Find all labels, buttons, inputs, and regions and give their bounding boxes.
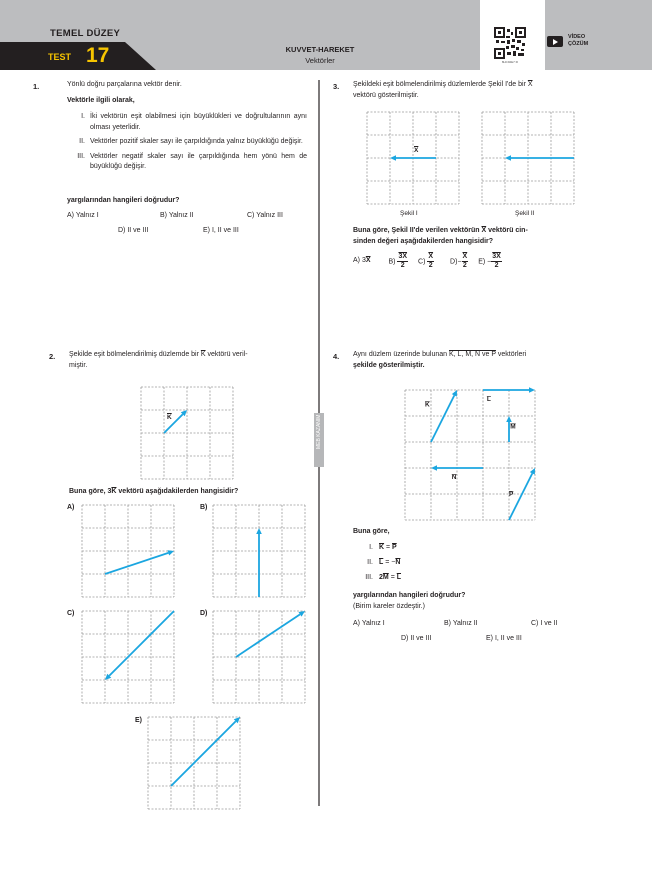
q4-number: 4. (333, 352, 340, 361)
q2-option-b-label[interactable]: B) (200, 504, 208, 511)
q1-option-a[interactable]: A) Yalnız I (67, 212, 99, 219)
statement-text: Vektörler pozitif skaler sayı ile çarpıldığında yalnız büyüklüğü değişir. (90, 138, 303, 145)
q4-option-b[interactable]: B) Yalnız II (444, 620, 478, 627)
q1-statement-list (67, 112, 307, 173)
question-text: sinden değeri aşağıdakilerden hangisidir? (353, 237, 494, 245)
q4-option-d[interactable]: D) II ve III (401, 635, 432, 642)
option-label: E) (478, 258, 486, 266)
statement-text: İki vektörün eşit olabilmesi için büyüklükleri ve doğrultularının aynı olması yeterlidir. (90, 113, 307, 131)
q2-vector-label: $\overline{K}$ (167, 414, 172, 421)
sign: − (391, 559, 396, 566)
vector-label-l: L (486, 396, 491, 404)
q2-option-a-label[interactable]: A) (67, 504, 75, 511)
q2-option-a-figure[interactable] (82, 505, 174, 597)
stem-text: vektörü gösterilmiştir. (353, 91, 419, 99)
q2-option-e-figure[interactable] (148, 717, 240, 809)
test-tab (0, 42, 156, 70)
question-text: vektörü cin- (486, 227, 528, 234)
q1-option-b[interactable]: B) Yalnız II (160, 212, 194, 219)
sign: − (457, 258, 462, 266)
vector-shekil2 (505, 155, 574, 161)
q4-statement-list (355, 543, 401, 588)
vector-symbol: $\overline{K}$ (111, 488, 117, 495)
vector-shaft (431, 395, 454, 442)
vector-label-k: K (425, 401, 430, 409)
q2-number: 2. (49, 352, 56, 361)
statement-num: III. (365, 574, 373, 581)
vector-arrowhead (505, 155, 511, 161)
q4-statement (355, 558, 401, 573)
sign: − (487, 258, 492, 266)
option-label: B) (388, 258, 396, 266)
q2-option-d-label[interactable]: D) (200, 610, 208, 617)
q3-figure2-caption: Şekil II (515, 210, 535, 217)
q3-option-c[interactable] (418, 253, 434, 270)
frac-denominator: 2 (400, 262, 405, 269)
vector-symbol: $\overline{L}$ (379, 559, 384, 566)
statement-num: III. (77, 152, 85, 160)
q4-option-e[interactable]: E) I, II ve III (486, 635, 522, 642)
qr-code-icon[interactable] (494, 27, 526, 59)
q3-figure1-caption: Şekil I (400, 210, 418, 217)
stem-text: şekilde gösterilmiştir. (353, 361, 425, 369)
statement-num: I. (81, 113, 85, 120)
side-tab-label: MEB KAZANIM (316, 414, 322, 449)
option-vector (256, 528, 262, 597)
question-text: Buna göre, Şekil II'de verilen vektörün (353, 227, 482, 234)
q2-option-e-label[interactable]: E) (135, 717, 142, 724)
vector-symbol: $\overline{X}$ (365, 257, 371, 265)
operator: = (383, 559, 392, 566)
q3-option-a[interactable] (353, 256, 371, 267)
vector-symbol: $\overline{X}$ (481, 227, 487, 234)
vector-symbol: $\overline{K}$ (200, 351, 206, 358)
vector-symbol: $\overline{L}$ (396, 574, 402, 581)
statement-num: II. (79, 138, 85, 145)
q2-option-b-figure[interactable] (213, 505, 305, 597)
test-label: TEST (48, 52, 72, 62)
q3-options (353, 253, 502, 270)
video-play-icon[interactable] (547, 36, 563, 47)
frac-denominator: 2 (494, 262, 499, 269)
question-text: Buna göre, 3 (69, 488, 112, 495)
vector-arrowhead (390, 155, 396, 161)
option-vector (105, 611, 174, 680)
q3-figure-2 (482, 112, 574, 204)
vector-symbol: $\overline{X}$ (527, 81, 533, 88)
q4-statement (355, 573, 401, 588)
q1-option-c[interactable]: C) Yalnız III (247, 212, 283, 219)
q3-question (353, 226, 613, 247)
q2-option-d-figure[interactable] (213, 611, 305, 703)
option-label: A) 3 (353, 257, 366, 265)
vector-n (431, 465, 483, 471)
stem-text: vektörleri (495, 351, 527, 358)
frac-numerator: $\overline{X}$ (428, 253, 434, 260)
q3-figure-1 (367, 112, 459, 204)
statement-num: II. (367, 559, 373, 566)
vector-shaft (171, 721, 236, 786)
vector-shaft (105, 553, 168, 574)
stem-text: Şekildeki eşit bölmelendirilmiş düzlemlerde Şekil I'de bir (353, 81, 528, 88)
frac-numerator: 3X (398, 253, 408, 260)
vector-symbols: K, L, M, N ve P (449, 351, 496, 358)
q3-option-d[interactable] (450, 253, 468, 270)
q1-option-d[interactable]: D) II ve III (118, 227, 149, 234)
vector-arrowhead (431, 465, 437, 471)
vector-symbol: $\overline{N}$ (395, 559, 401, 566)
q2-option-c-label[interactable]: C) (67, 610, 75, 617)
stem-text: Aynı düzlem üzerinde bulunan (353, 351, 449, 358)
stem-text: Şekilde eşit bölmelendirilmiş düzlemde bir (69, 351, 201, 358)
q4-option-a[interactable]: A) Yalnız I (353, 620, 385, 627)
q1-statement (67, 137, 307, 148)
q4-figure (405, 390, 535, 520)
q1-statement (67, 152, 307, 173)
vector-arrowhead (506, 416, 512, 422)
vector-arrowhead (256, 528, 262, 534)
q2-question (69, 487, 238, 498)
coef: 2 (379, 574, 383, 581)
statement-num: I. (369, 544, 373, 551)
q2-stem (69, 350, 309, 371)
q4-option-c[interactable]: C) I ve II (531, 620, 558, 627)
video-label-line2[interactable]: ÇÖZÜM (568, 41, 589, 47)
question-text: vektörü aşağıdakilerden hangisidir? (116, 488, 239, 495)
operator: = (384, 544, 393, 551)
q1-statement (67, 112, 307, 133)
frac-denominator: 2 (462, 262, 467, 269)
vector-shaft (109, 611, 174, 676)
vector-symbol: $\overline{M}$ (382, 574, 389, 581)
q4-stem (353, 350, 613, 371)
difficulty-level: TEMEL DÜZEY (50, 28, 121, 39)
q3-option-e[interactable] (478, 253, 502, 270)
option-vector (171, 717, 240, 786)
q4-lead: Buna göre, (353, 528, 390, 535)
stem-text: vektörü veril- (205, 351, 248, 358)
q3-vector-label: $\overline{X}$ (414, 147, 419, 154)
vector-shaft (236, 614, 300, 657)
stem-text: miştir. (69, 361, 88, 369)
q3-stem (353, 80, 613, 101)
vector-x (390, 155, 436, 161)
q1-question: yargılarından hangileri doğrudur? (67, 197, 180, 204)
q1-intro: Yönlü doğru parçalarına vektör denir. (67, 81, 182, 88)
test-number: 17 (86, 44, 110, 67)
topic-title: Vektörler (305, 56, 335, 65)
operator: = (388, 574, 397, 581)
option-label: D) (450, 258, 458, 266)
vector-label-m: M (510, 423, 516, 431)
vector-arrowhead (167, 550, 174, 555)
q4-question: yargılarından hangileri doğrudur? (353, 592, 466, 599)
q3-option-b[interactable] (389, 253, 409, 270)
vector-label-p: P (509, 491, 514, 499)
q1-lead: Vektörle ilgili olarak, (67, 97, 135, 104)
option-label: C) (418, 258, 426, 266)
subject-title: KUVVET-HAREKET (285, 45, 355, 54)
q4-statement (355, 543, 401, 558)
q1-number: 1. (33, 82, 40, 91)
qr-caption: 8HC92E7 III (501, 60, 519, 64)
option-vector (105, 550, 174, 574)
q4-note: (Birim kareler özdeştir.) (353, 603, 425, 610)
vector-arrowhead (529, 387, 535, 393)
frac-denominator: 2 (428, 262, 433, 269)
statement-text: Vektörler negatif skaler sayı ile çarpıldığında hem yönü hem de büyüklüğü değişir. (90, 152, 307, 170)
q3-number: 3. (333, 82, 340, 91)
vector-symbol: $\overline{P}$ (392, 544, 397, 551)
q2-figure (141, 387, 233, 479)
q1-option-e[interactable]: E) I, II ve III (203, 227, 239, 234)
q2-option-c-figure[interactable] (82, 611, 174, 703)
vector-symbol: $\overline{K}$ (379, 544, 385, 551)
vector-label-n: N (451, 474, 457, 482)
frac-numerator: $\overline{X}$ (462, 253, 468, 260)
frac-numerator: 3X (492, 253, 501, 260)
video-label-line1[interactable]: VİDEO (568, 34, 586, 40)
